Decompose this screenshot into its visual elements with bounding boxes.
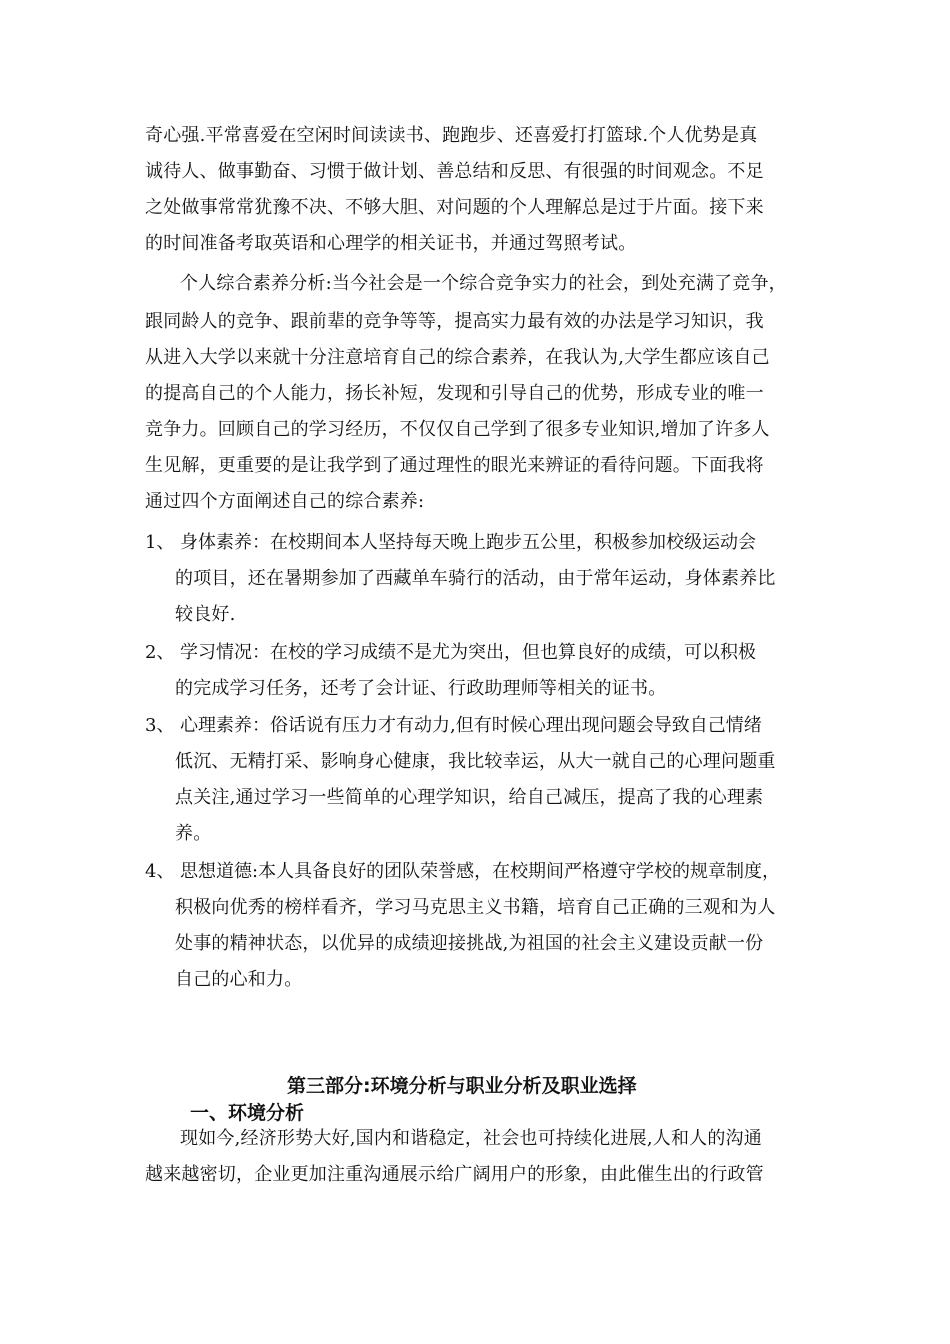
- list-item-line: 点关注,通过学习一些简单的心理学知识，给自己减压，提高了我的心理素: [175, 787, 764, 808]
- list-item-number: 2、: [145, 642, 175, 663]
- list-item-line: 低沉、无精打采、影响身心健康，我比较幸运，从大一就自己的心理问题重: [175, 751, 776, 772]
- list-item-line: 的完成学习任务，还考了会计证、行政助理师等相关的证书。: [175, 678, 667, 699]
- analysis-line: 的提高自己的个人能力，扬长补短，发现和引导自己的优势，形成专业的唯一: [145, 383, 764, 404]
- list-item-line: 学习情况：在校的学习成绩不是尤为突出，但也算良好的成绩，可以积极: [180, 642, 756, 663]
- list-item-number: 4、: [145, 861, 175, 882]
- intro-line: 诚待人、做事勤奋、习惯于做计划、善总结和反思、有很强的时间观念。不足: [145, 161, 764, 182]
- list-item-line: 心理素养：俗话说有压力才有动力,但有时候心理出现问题会导致自己情绪: [180, 715, 762, 736]
- analysis-line: 跟同龄人的竞争、跟前辈的竞争等等，提高实力最有效的办法是学习知识，我: [145, 311, 764, 332]
- analysis-line: 个人综合素养分析:当今社会是一个综合竞争实力的社会，到处充满了竞争，: [180, 273, 787, 294]
- list-item-line: 自己的心和力。: [175, 969, 303, 990]
- list-item-line: 的项目，还在暑期参加了西藏单车骑行的活动，由于常年运动，身体素养比: [175, 568, 776, 589]
- list-item-line: 积极向优秀的榜样看齐，学习马克思主义书籍，培育自己正确的三观和为人: [175, 897, 776, 918]
- analysis-line: 通过四个方面阐述自己的综合素养:: [145, 491, 425, 512]
- list-item-line: 身体素养：在校期间本人坚持每天晚上跑步五公里，积极参加校级运动会: [180, 532, 756, 553]
- subsection-title: 一、环境分析: [190, 1102, 305, 1124]
- section-title: 第三部分:环境分析与职业分析及职业选择: [287, 1075, 637, 1097]
- analysis-line: 生见解，更重要的是让我学到了通过理性的眼光来辨证的看待问题。下面我将: [145, 455, 764, 476]
- list-item-line: 较良好.: [175, 604, 236, 625]
- body-line: 越来越密切，企业更加注重沟通展示给广阔用户的形象，由此催生出的行政管: [145, 1164, 764, 1185]
- list-item-line: 思想道德:本人具备良好的团队荣誉感，在校期间严格遵守学校的规章制度，: [180, 861, 781, 882]
- analysis-line: 从进入大学以来就十分注意培育自己的综合素养，在我认为,大学生都应该自己: [145, 347, 770, 368]
- intro-line: 之处做事常常犹豫不决、不够大胆、对问题的个人理解总是过于片面。接下来: [145, 197, 764, 218]
- list-item-line: 处事的精神状态，以优异的成绩迎接挑战,为祖国的社会主义建设贡献一份: [175, 933, 764, 954]
- body-line: 现如今,经济形势大好,国内和谐稳定，社会也可持续化进展,人和人的沟通: [180, 1128, 762, 1149]
- intro-line: 的时间准备考取英语和心理学的相关证书，并通过驾照考试。: [145, 233, 637, 254]
- analysis-line: 竞争力。回顾自己的学习经历，不仅仅自己学到了很多专业知识,增加了许多人: [145, 419, 770, 440]
- list-item-number: 1、: [145, 532, 175, 553]
- list-item-line: 养。: [175, 823, 212, 844]
- list-item-number: 3、: [145, 715, 175, 736]
- intro-line: 奇心强.平常喜爱在空闲时间读读书、跑跑步、还喜爱打打篮球.个人优势是真: [145, 125, 758, 146]
